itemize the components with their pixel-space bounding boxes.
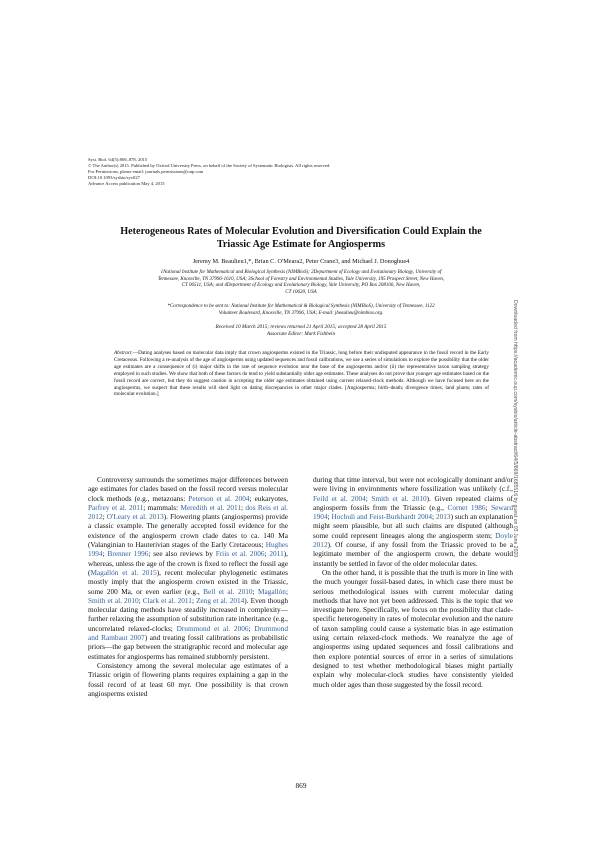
paragraph: Consistency among the several molecular age estimates of a Triassic origin of flowering plants requires explaining a gap in the fossil record of at least 60 myr. One possibility is that crown angiosperms existed — [88, 660, 288, 698]
citation-link[interactable]: Parfrey et al. 2011 — [88, 502, 144, 512]
paragraph-text: ; — [485, 502, 492, 512]
paragraph-text: ; — [365, 493, 372, 503]
paragraph-text: ), whereas, unless the age of the crown is fixed to reflect the fossil age ( — [88, 549, 288, 577]
paragraph-text: during that time interval, but were not ecologically dominant and/or were living in environments where fossilization was unlikely (c.f., — [313, 475, 513, 494]
paragraph-text: ; — [285, 586, 288, 596]
citation-link[interactable]: Feild et al. 2004 — [313, 493, 366, 503]
citation-link[interactable]: Bell et al. 2010 — [203, 586, 253, 596]
meta-line: For Permissions, please email: journals.permissions@oup.com — [88, 169, 204, 174]
citation-link[interactable]: Peterson et al. 2004 — [188, 493, 250, 503]
citation-link[interactable]: Drummond et al. 2006 — [176, 623, 249, 633]
citation-link[interactable]: Zeng et al. 2014 — [196, 595, 245, 605]
download-watermark — [511, 300, 519, 640]
abstract-lead: Abstract. — [114, 350, 133, 356]
citation-link[interactable]: Smith et al. 2010 — [371, 493, 427, 503]
citation-link[interactable]: O'Leary et al. 2013 — [106, 512, 164, 522]
paragraph-text: ) and treating fossil calibrations as probabilistic priors—the gap between the stratigraphic record and molecular age estimates for angiosperms has remained stubbornly persistent. — [88, 633, 289, 661]
paragraph-text: ; — [138, 595, 143, 605]
paragraph: On the other hand, it is possible that the truth is more in line with the much younger fossil-based dates, in which case there must be serious methodological issues with current molecular dating methods that have not yet been addressed. This is the topic that we investigate here. Specifically, we focus on the possibility that clade-specific heterogeneity in rates of molecular evolution and the nature of taxon sampling could cause a systematic bias in age estimation using certain relaxed-clock methods. We reanalyze the age of angiosperms using updated sequences and fossil calibrations and then explore potential sources of error in a series of simulations designed to test whether methodological biases might partially explain why molecular-clock studies have consistently yielded much older ages than those suggested by the fossil record. — [313, 567, 513, 689]
paragraph-text: ; see also reviews by — [148, 549, 216, 559]
paragraph-text: ; — [102, 512, 107, 522]
paragraph-text: ). Given repeated claims of angiosperm fossils from the Triassic (e.g., — [313, 493, 513, 512]
citation-link[interactable]: Magallón — [257, 586, 286, 596]
body-column-right — [313, 475, 513, 689]
affiliation-line: Tennessee, Knoxville, TN 37996-1610, USA; 3School of Forestry and Environmental Studies, Yale University, 195 Prospect Street, New Haven, — [157, 276, 445, 282]
citation-link[interactable]: Friis et al. 2006 — [215, 549, 265, 559]
paragraph-text: Controversy surrounds the sometimes major differences between age estimates for clades based on the fossil record versus molecular clock methods (e.g., metazoans: — [88, 475, 288, 503]
paragraph-text: ; eukaryotes, — [249, 493, 288, 503]
paragraph-text: ; — [432, 512, 436, 522]
paragraph-text: ; — [241, 502, 246, 512]
citation-link[interactable]: Seward 1904 — [313, 502, 513, 522]
citation-link[interactable]: dos Reis et al. 2012 — [88, 502, 288, 522]
citation-link[interactable]: Brenner 1996 — [107, 549, 149, 559]
editor-line: Associate Editor: Mark Fishbein — [266, 330, 336, 337]
paragraph-text: ). Of course, if any fossil from the Triassic proved to be a legitimate member of the angiosperm crown, the debate would instantly be settled in favor of the older molecular dates. — [313, 540, 513, 568]
journal-metadata — [88, 157, 448, 187]
affiliations — [108, 270, 494, 297]
paragraph-text: ), recent molecular phylogenetic estimates mostly imply that the angiosperm crown existed in the Triassic, some 200 Ma, or even earlier (e.g., — [88, 567, 288, 596]
download-notice: Downloaded from https://academic.oup.com/sysbio/article-abstract/64/5/869/1685516 by guest on 03 June 2020 — [512, 300, 518, 558]
dates-line: Received 10 March 2015; reviews returned 21 April 2015; accepted 28 April 2015 — [215, 324, 387, 330]
abstract — [114, 350, 489, 398]
meta-line: DOI:10.1093/sysbio/syv027 — [88, 175, 140, 180]
citation-link[interactable]: Meredith et al. 2011 — [180, 502, 241, 512]
affiliation-line: CT 06511, USA; and 4Department of Ecology and Evolutionary Biology, Yale University, PO Box 208106, New Haven, — [181, 283, 421, 289]
citation-link[interactable]: Hochuli and Feist-Burkhardt 2004 — [331, 512, 433, 522]
meta-line: Advance Access publication May 4, 2015 — [88, 181, 165, 186]
citation-link[interactable]: 2013 — [435, 512, 451, 522]
citation-link[interactable]: 2011 — [269, 549, 284, 559]
paragraph-text: ; — [327, 512, 332, 522]
citation-link[interactable]: Magallón et al. 2015 — [90, 567, 157, 577]
paragraph — [313, 475, 513, 568]
abstract-text: —Dating analyses based on molecular data imply that crown angiosperms existed in the Triassic, long before their undisputed appearance in the fossil record in the Early Cretaceous. Following a re-analysis of the age of angiosperms using updated sequences and fossil calibrations, we use a series of simulations to explore the possibility that the older age estimates are a consequence of (i) major shifts in the rate of sequence evolution near the base of the angiosperms and/or (ii) the representative taxon sampling strategy employed in such studies. We show that both of these factors do tend to yield substantially older age estimates. These analyses do not prove that younger age estimates based on the fossil record are correct, but they do suggest caution in accepting the older age estimates obtained using current relaxed-clock methods. Although we have focused here on the angiosperms, we suspect that these results will shed light on dating discrepancies in other major clades. [Angiosperms; birth–death; divergence times; land plants; rates of molecular evolution.] — [114, 350, 489, 398]
citation-link[interactable]: Cornet 1986 — [447, 502, 486, 512]
citation-link[interactable]: Doyle 2012 — [313, 530, 513, 550]
citation-link[interactable]: Smith et al. 2010 — [88, 595, 139, 605]
author-list: Jeremy M. Beaulieu1,*, Brian C. O'Meara2, Peter Crane3, and Michael J. Donoghue4 — [192, 258, 410, 265]
paragraph-text: ). Flowering plants (angiosperms) provide a classic example. The generally accepted fossil evidence for the existence of the angiosperm crown clade dates to ca. 140 Ma (Valanginian to Hauterivian stages of the Early Cretaceous; — [88, 512, 288, 550]
paragraph-text: ; — [191, 595, 197, 605]
page-number: 869 — [295, 781, 307, 790]
meta-line: Syst. Biol. 64(5):869–878, 2015 — [88, 157, 148, 162]
paper-title: Heterogeneous Rates of Molecular Evolution and Diversification Could Explain the Triassic Age Estimate for Angiosperms — [120, 226, 482, 250]
correspondence-line: Volunteer Boulevard, Knoxville, TN 37996, USA; E-mail: jbeaulieu@nimbios.org. — [218, 310, 384, 316]
correspondence — [108, 304, 494, 317]
meta-line: © The Author(s) 2015. Published by Oxford University Press, on behalf of the Society of Systematic Biologists. All rights reserved. — [88, 163, 331, 168]
paragraph — [88, 475, 288, 661]
received-dates — [140, 324, 462, 337]
citation-link[interactable]: Drummond and Rambaut 2007 — [88, 623, 288, 643]
correspondence-line: *Correspondence to be sent to: National Institute for Mathematical & Biological Synthesis (NIMBioS), University of Tennessee, 1122 — [167, 304, 435, 309]
paragraph-text: ; mammals: — [143, 502, 181, 512]
paragraph-text: ; — [248, 623, 255, 633]
affiliation-line: CT 10620, USA — [285, 290, 317, 296]
body-column-left — [88, 475, 288, 698]
affiliation-line: 1National Institute for Mathematical and Biological Synthesis (NIMBioS); 2Department of Ecology and Evolutionary Biology, University of — [160, 270, 442, 275]
paragraph-text: ; — [264, 549, 270, 559]
paragraph-text: ; — [252, 586, 258, 596]
paragraph-text: ) such an explanation might seem plausible, but all such claims are disputed (although some could represent lineages along the angiosperm stem; — [313, 512, 513, 540]
citation-link[interactable]: Hughes 1994 — [88, 540, 288, 559]
paragraph-text: ; — [102, 549, 108, 559]
citation-link[interactable]: Clark et al. 2011 — [142, 595, 192, 605]
paragraph-text: ). Even though molecular dating methods have steadily increased in complexity—further relaxing the assumption of substitution rate inheritance (e.g., uncorrelated relaxed-clocks; — [88, 595, 288, 633]
